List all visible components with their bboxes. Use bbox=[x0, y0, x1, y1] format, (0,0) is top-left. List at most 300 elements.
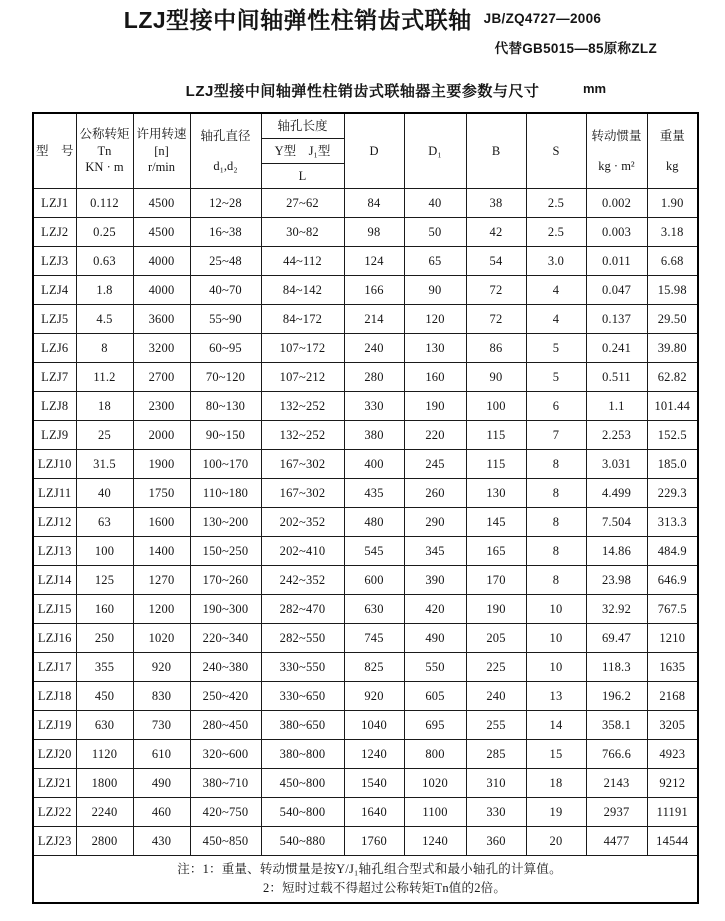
table-cell: 6.68 bbox=[647, 247, 698, 276]
table-cell: 600 bbox=[344, 566, 404, 595]
table-row bbox=[33, 305, 698, 334]
table-cell: 282~470 bbox=[261, 595, 344, 624]
table-cell: 540~800 bbox=[261, 798, 344, 827]
table-cell: LZJ17 bbox=[33, 653, 76, 682]
table-cell: 1800 bbox=[76, 769, 133, 798]
table-cell: LZJ9 bbox=[33, 421, 76, 450]
col-header-model: 型 号 bbox=[33, 113, 76, 189]
table-cell: 38 bbox=[466, 189, 526, 218]
table-cell: 1200 bbox=[133, 595, 190, 624]
table-cell: 320~600 bbox=[190, 740, 261, 769]
table-cell: 84~142 bbox=[261, 276, 344, 305]
table-cell: 86 bbox=[466, 334, 526, 363]
table-cell: 435 bbox=[344, 479, 404, 508]
table-cell: 3200 bbox=[133, 334, 190, 363]
table-cell: 130 bbox=[404, 334, 466, 363]
table-cell: 25 bbox=[76, 421, 133, 450]
table-cell: 380~800 bbox=[261, 740, 344, 769]
table-cell: 18 bbox=[76, 392, 133, 421]
table-cell: 166 bbox=[344, 276, 404, 305]
table-cell: 32.92 bbox=[586, 595, 647, 624]
table-row bbox=[33, 566, 698, 595]
table-cell: 1750 bbox=[133, 479, 190, 508]
table-cell: 145 bbox=[466, 508, 526, 537]
table-cell: 1020 bbox=[404, 769, 466, 798]
table-cell: 250 bbox=[76, 624, 133, 653]
table-row bbox=[33, 450, 698, 479]
table-cell: LZJ5 bbox=[33, 305, 76, 334]
table-cell: 1635 bbox=[647, 653, 698, 682]
col-header-weight: 重量 kg bbox=[647, 113, 698, 189]
table-cell: LZJ7 bbox=[33, 363, 76, 392]
table-cell: 490 bbox=[404, 624, 466, 653]
table-cell: 23.98 bbox=[586, 566, 647, 595]
table-cell: 40 bbox=[76, 479, 133, 508]
table-cell: 3.0 bbox=[526, 247, 586, 276]
table-cell: LZJ2 bbox=[33, 218, 76, 247]
table-cell: 5 bbox=[526, 334, 586, 363]
table-cell: 766.6 bbox=[586, 740, 647, 769]
table-row bbox=[33, 363, 698, 392]
table-cell: 8 bbox=[526, 508, 586, 537]
table-cell: 240~380 bbox=[190, 653, 261, 682]
table-cell: LZJ22 bbox=[33, 798, 76, 827]
table-cell: 0.112 bbox=[76, 189, 133, 218]
table-cell: 167~302 bbox=[261, 479, 344, 508]
table-cell: 63 bbox=[76, 508, 133, 537]
table-cell: 54 bbox=[466, 247, 526, 276]
table-cell: 282~550 bbox=[261, 624, 344, 653]
table-cell: 1100 bbox=[404, 798, 466, 827]
table-cell: 4000 bbox=[133, 276, 190, 305]
table-footer bbox=[33, 856, 698, 904]
table-cell: 2.5 bbox=[526, 218, 586, 247]
table-cell: 358.1 bbox=[586, 711, 647, 740]
table-cell: 245 bbox=[404, 450, 466, 479]
table-row bbox=[33, 479, 698, 508]
table-cell: 380~710 bbox=[190, 769, 261, 798]
table-row bbox=[33, 595, 698, 624]
table-cell: 450 bbox=[76, 682, 133, 711]
table-cell: 330 bbox=[466, 798, 526, 827]
table-cell: 31.5 bbox=[76, 450, 133, 479]
table-cell: 0.137 bbox=[586, 305, 647, 334]
table-cell: 107~172 bbox=[261, 334, 344, 363]
table-cell: 214 bbox=[344, 305, 404, 334]
table-cell: 0.002 bbox=[586, 189, 647, 218]
table-cell: 20 bbox=[526, 827, 586, 856]
table-cell: 25~48 bbox=[190, 247, 261, 276]
table-cell: 3600 bbox=[133, 305, 190, 334]
replacement-note: 代替GB5015—85原称ZLZ bbox=[494, 41, 657, 56]
table-cell: LZJ4 bbox=[33, 276, 76, 305]
table-cell: 8 bbox=[76, 334, 133, 363]
table-cell: 800 bbox=[404, 740, 466, 769]
table-cell: 98 bbox=[344, 218, 404, 247]
table-cell: 14544 bbox=[647, 827, 698, 856]
table-body bbox=[33, 189, 698, 856]
table-cell: 630 bbox=[76, 711, 133, 740]
col-header-torque: 公称转矩 Tn KN · m bbox=[76, 113, 133, 189]
table-cell: 84 bbox=[344, 189, 404, 218]
table-cell: 40 bbox=[404, 189, 466, 218]
table-cell: 420~750 bbox=[190, 798, 261, 827]
table-cell: 115 bbox=[466, 421, 526, 450]
table-cell: 2700 bbox=[133, 363, 190, 392]
table-row bbox=[33, 624, 698, 653]
table-cell: 355 bbox=[76, 653, 133, 682]
table-cell: 118.3 bbox=[586, 653, 647, 682]
table-cell: 0.63 bbox=[76, 247, 133, 276]
table-cell: 1.8 bbox=[76, 276, 133, 305]
table-cell: LZJ23 bbox=[33, 827, 76, 856]
table-cell: 490 bbox=[133, 769, 190, 798]
table-cell: 255 bbox=[466, 711, 526, 740]
table-cell: LZJ6 bbox=[33, 334, 76, 363]
table-row bbox=[33, 218, 698, 247]
table-cell: 1760 bbox=[344, 827, 404, 856]
unit-label: mm bbox=[583, 81, 607, 96]
table-cell: 65 bbox=[404, 247, 466, 276]
table-cell: 70~120 bbox=[190, 363, 261, 392]
table-cell: 540~880 bbox=[261, 827, 344, 856]
table-caption: LZJ型接中间轴弹性柱销齿式联轴器主要参数与尺寸 bbox=[185, 83, 540, 100]
table-cell: 330 bbox=[344, 392, 404, 421]
table-cell: 695 bbox=[404, 711, 466, 740]
table-cell: 2300 bbox=[133, 392, 190, 421]
table-cell: 420 bbox=[404, 595, 466, 624]
table-row bbox=[33, 508, 698, 537]
table-cell: 0.25 bbox=[76, 218, 133, 247]
table-cell: 14 bbox=[526, 711, 586, 740]
table-cell: 190 bbox=[404, 392, 466, 421]
table-cell: 430 bbox=[133, 827, 190, 856]
table-cell: 1.1 bbox=[586, 392, 647, 421]
col-header-b: B bbox=[466, 113, 526, 189]
table-cell: 8 bbox=[526, 566, 586, 595]
table-cell: 130~200 bbox=[190, 508, 261, 537]
table-cell: 15.98 bbox=[647, 276, 698, 305]
table-cell: 2800 bbox=[76, 827, 133, 856]
table-cell: 72 bbox=[466, 305, 526, 334]
col-header-bore-length-symbol: L bbox=[261, 164, 344, 189]
table-cell: 124 bbox=[344, 247, 404, 276]
table-cell: 220 bbox=[404, 421, 466, 450]
table-cell: 170~260 bbox=[190, 566, 261, 595]
table-cell: 0.241 bbox=[586, 334, 647, 363]
table-cell: 44~112 bbox=[261, 247, 344, 276]
table-cell: 202~410 bbox=[261, 537, 344, 566]
table-cell: 152.5 bbox=[647, 421, 698, 450]
table-cell: 132~252 bbox=[261, 392, 344, 421]
table-cell: 6 bbox=[526, 392, 586, 421]
table-cell: 60~95 bbox=[190, 334, 261, 363]
table-cell: 1900 bbox=[133, 450, 190, 479]
col-header-d: D bbox=[344, 113, 404, 189]
table-cell: 4 bbox=[526, 276, 586, 305]
table-cell: 4500 bbox=[133, 218, 190, 247]
table-cell: 400 bbox=[344, 450, 404, 479]
table-cell: 115 bbox=[466, 450, 526, 479]
table-cell: 19 bbox=[526, 798, 586, 827]
table-cell: 450~850 bbox=[190, 827, 261, 856]
col-header-bore-length: 轴孔长度 bbox=[261, 113, 344, 139]
table-cell: 745 bbox=[344, 624, 404, 653]
table-cell: 62.82 bbox=[647, 363, 698, 392]
table-row bbox=[33, 392, 698, 421]
table-cell: LZJ10 bbox=[33, 450, 76, 479]
col-header-d1: D₁ bbox=[404, 113, 466, 189]
table-cell: 132~252 bbox=[261, 421, 344, 450]
col-header-inertia: 转动惯量 kg · m² bbox=[586, 113, 647, 189]
table-cell: 0.003 bbox=[586, 218, 647, 247]
table-cell: LZJ20 bbox=[33, 740, 76, 769]
table-cell: 830 bbox=[133, 682, 190, 711]
table-cell: 229.3 bbox=[647, 479, 698, 508]
table-cell: 3.18 bbox=[647, 218, 698, 247]
notes-row bbox=[33, 856, 698, 904]
caption-row bbox=[0, 80, 725, 101]
table-cell: 285 bbox=[466, 740, 526, 769]
table-cell: 390 bbox=[404, 566, 466, 595]
table-cell: 16~38 bbox=[190, 218, 261, 247]
table-cell: 10 bbox=[526, 595, 586, 624]
table-cell: LZJ15 bbox=[33, 595, 76, 624]
table-cell: 55~90 bbox=[190, 305, 261, 334]
table-cell: 190 bbox=[466, 595, 526, 624]
table-cell: 167~302 bbox=[261, 450, 344, 479]
table-cell: 280~450 bbox=[190, 711, 261, 740]
table-cell: LZJ11 bbox=[33, 479, 76, 508]
table-cell: 2168 bbox=[647, 682, 698, 711]
table-cell: 190~300 bbox=[190, 595, 261, 624]
note-2: 2：短时过载不得超过公称转矩Tn值的2倍。 bbox=[262, 881, 507, 895]
table-row bbox=[33, 421, 698, 450]
table-cell: 4.5 bbox=[76, 305, 133, 334]
table-cell: 3205 bbox=[647, 711, 698, 740]
table-cell: 90 bbox=[466, 363, 526, 392]
table-row bbox=[33, 653, 698, 682]
standard-number: JB/ZQ4727—2006 bbox=[483, 11, 602, 26]
table-cell: 80~130 bbox=[190, 392, 261, 421]
table-cell: 1240 bbox=[404, 827, 466, 856]
table-cell: 545 bbox=[344, 537, 404, 566]
table-row bbox=[33, 740, 698, 769]
table-cell: 4477 bbox=[586, 827, 647, 856]
table-cell: 2240 bbox=[76, 798, 133, 827]
table-cell: 18 bbox=[526, 769, 586, 798]
table-cell: 8 bbox=[526, 450, 586, 479]
table-cell: 1400 bbox=[133, 537, 190, 566]
table-cell: 242~352 bbox=[261, 566, 344, 595]
table-cell: 2143 bbox=[586, 769, 647, 798]
table-cell: 84~172 bbox=[261, 305, 344, 334]
table-cell: LZJ3 bbox=[33, 247, 76, 276]
table-header bbox=[33, 113, 698, 189]
table-cell: 767.5 bbox=[647, 595, 698, 624]
col-header-s: S bbox=[526, 113, 586, 189]
table-row bbox=[33, 189, 698, 218]
table-cell: 1040 bbox=[344, 711, 404, 740]
table-cell: 1640 bbox=[344, 798, 404, 827]
table-cell: 39.80 bbox=[647, 334, 698, 363]
table-cell: 380~650 bbox=[261, 711, 344, 740]
col-header-bore-length-types: Y型 J₁型 bbox=[261, 139, 344, 164]
table-row bbox=[33, 769, 698, 798]
table-cell: 100~170 bbox=[190, 450, 261, 479]
table-cell: 225 bbox=[466, 653, 526, 682]
table-cell: 0.511 bbox=[586, 363, 647, 392]
table-cell: 160 bbox=[404, 363, 466, 392]
col-header-speed: 许用转速 [n] r/min bbox=[133, 113, 190, 189]
table-cell: 360 bbox=[466, 827, 526, 856]
table-cell: 220~340 bbox=[190, 624, 261, 653]
table-cell: 330~550 bbox=[261, 653, 344, 682]
table-cell: 1.90 bbox=[647, 189, 698, 218]
table-row bbox=[33, 537, 698, 566]
table-cell: 165 bbox=[466, 537, 526, 566]
table-cell: LZJ18 bbox=[33, 682, 76, 711]
table-cell: 10 bbox=[526, 653, 586, 682]
table-cell: 11191 bbox=[647, 798, 698, 827]
table-cell: 240 bbox=[466, 682, 526, 711]
table-cell: 205 bbox=[466, 624, 526, 653]
table-cell: 27~62 bbox=[261, 189, 344, 218]
table-cell: 130 bbox=[466, 479, 526, 508]
note-1: 注：1：重量、转动惯量是按Y/J₁轴孔组合型式和最小轴孔的计算值。 bbox=[177, 861, 562, 876]
table-cell: 460 bbox=[133, 798, 190, 827]
table-cell: 1600 bbox=[133, 508, 190, 537]
table-cell: 185.0 bbox=[647, 450, 698, 479]
table-cell: 4500 bbox=[133, 189, 190, 218]
table-cell: 29.50 bbox=[647, 305, 698, 334]
table-cell: 15 bbox=[526, 740, 586, 769]
table-cell: 30~82 bbox=[261, 218, 344, 247]
table-cell: 101.44 bbox=[647, 392, 698, 421]
table-cell: 50 bbox=[404, 218, 466, 247]
table-cell: 90 bbox=[404, 276, 466, 305]
table-cell: 1540 bbox=[344, 769, 404, 798]
table-cell: 0.047 bbox=[586, 276, 647, 305]
table-cell: 42 bbox=[466, 218, 526, 247]
table-row bbox=[33, 711, 698, 740]
table-cell: 2937 bbox=[586, 798, 647, 827]
table-cell: 610 bbox=[133, 740, 190, 769]
table-cell: 100 bbox=[76, 537, 133, 566]
table-cell: 630 bbox=[344, 595, 404, 624]
table-cell: 2000 bbox=[133, 421, 190, 450]
table-cell: 69.47 bbox=[586, 624, 647, 653]
table-cell: 4 bbox=[526, 305, 586, 334]
table-cell: 730 bbox=[133, 711, 190, 740]
table-cell: 920 bbox=[133, 653, 190, 682]
table-cell: 4000 bbox=[133, 247, 190, 276]
table-cell: 13 bbox=[526, 682, 586, 711]
table-cell: 8 bbox=[526, 479, 586, 508]
table-cell: LZJ12 bbox=[33, 508, 76, 537]
table-cell: 260 bbox=[404, 479, 466, 508]
table-cell: 150~250 bbox=[190, 537, 261, 566]
table-cell: 1240 bbox=[344, 740, 404, 769]
table-cell: LZJ14 bbox=[33, 566, 76, 595]
table-row bbox=[33, 827, 698, 856]
table-cell: 0.011 bbox=[586, 247, 647, 276]
table-cell: 345 bbox=[404, 537, 466, 566]
col-header-bore-diameter: 轴孔直径 d₁,d₂ bbox=[190, 113, 261, 189]
table-cell: 5 bbox=[526, 363, 586, 392]
table-cell: 920 bbox=[344, 682, 404, 711]
table-cell: 14.86 bbox=[586, 537, 647, 566]
table-row bbox=[33, 682, 698, 711]
table-cell: 4923 bbox=[647, 740, 698, 769]
table-cell: 160 bbox=[76, 595, 133, 624]
table-cell: LZJ21 bbox=[33, 769, 76, 798]
table-cell: 450~800 bbox=[261, 769, 344, 798]
table-cell: 202~352 bbox=[261, 508, 344, 537]
table-cell: LZJ19 bbox=[33, 711, 76, 740]
table-cell: 1020 bbox=[133, 624, 190, 653]
table-cell: 4.499 bbox=[586, 479, 647, 508]
table-cell: 290 bbox=[404, 508, 466, 537]
table-cell: 330~650 bbox=[261, 682, 344, 711]
table-cell: 646.9 bbox=[647, 566, 698, 595]
table-cell: 110~180 bbox=[190, 479, 261, 508]
table-cell: 280 bbox=[344, 363, 404, 392]
table-cell: LZJ8 bbox=[33, 392, 76, 421]
table-cell: 120 bbox=[404, 305, 466, 334]
table-cell: 240 bbox=[344, 334, 404, 363]
table-cell: 825 bbox=[344, 653, 404, 682]
table-cell: 125 bbox=[76, 566, 133, 595]
notes-cell bbox=[33, 856, 698, 904]
table-cell: 1120 bbox=[76, 740, 133, 769]
table-cell: 12~28 bbox=[190, 189, 261, 218]
table-cell: 550 bbox=[404, 653, 466, 682]
table-cell: 8 bbox=[526, 537, 586, 566]
table-cell: 107~212 bbox=[261, 363, 344, 392]
table-cell: 1210 bbox=[647, 624, 698, 653]
table-row bbox=[33, 334, 698, 363]
table-cell: LZJ16 bbox=[33, 624, 76, 653]
table-cell: LZJ13 bbox=[33, 537, 76, 566]
table-cell: 1270 bbox=[133, 566, 190, 595]
table-row bbox=[33, 276, 698, 305]
table-cell: 480 bbox=[344, 508, 404, 537]
table-cell: 250~420 bbox=[190, 682, 261, 711]
table-cell: 2.253 bbox=[586, 421, 647, 450]
title-row bbox=[0, 2, 725, 35]
table-cell: 40~70 bbox=[190, 276, 261, 305]
table-cell: 90~150 bbox=[190, 421, 261, 450]
table-cell: 9212 bbox=[647, 769, 698, 798]
table-cell: 196.2 bbox=[586, 682, 647, 711]
table-cell: 10 bbox=[526, 624, 586, 653]
table-cell: 11.2 bbox=[76, 363, 133, 392]
table-cell: 484.9 bbox=[647, 537, 698, 566]
table-cell: 7 bbox=[526, 421, 586, 450]
table-cell: 7.504 bbox=[586, 508, 647, 537]
table-cell: 605 bbox=[404, 682, 466, 711]
table-cell: 313.3 bbox=[647, 508, 698, 537]
page-title: LZJ型接中间轴弹性柱销齿式联轴 bbox=[123, 7, 472, 33]
table-cell: LZJ1 bbox=[33, 189, 76, 218]
table-cell: 3.031 bbox=[586, 450, 647, 479]
table-cell: 310 bbox=[466, 769, 526, 798]
table-cell: 170 bbox=[466, 566, 526, 595]
table-cell: 100 bbox=[466, 392, 526, 421]
table-row bbox=[33, 798, 698, 827]
parameters-table bbox=[32, 112, 699, 904]
